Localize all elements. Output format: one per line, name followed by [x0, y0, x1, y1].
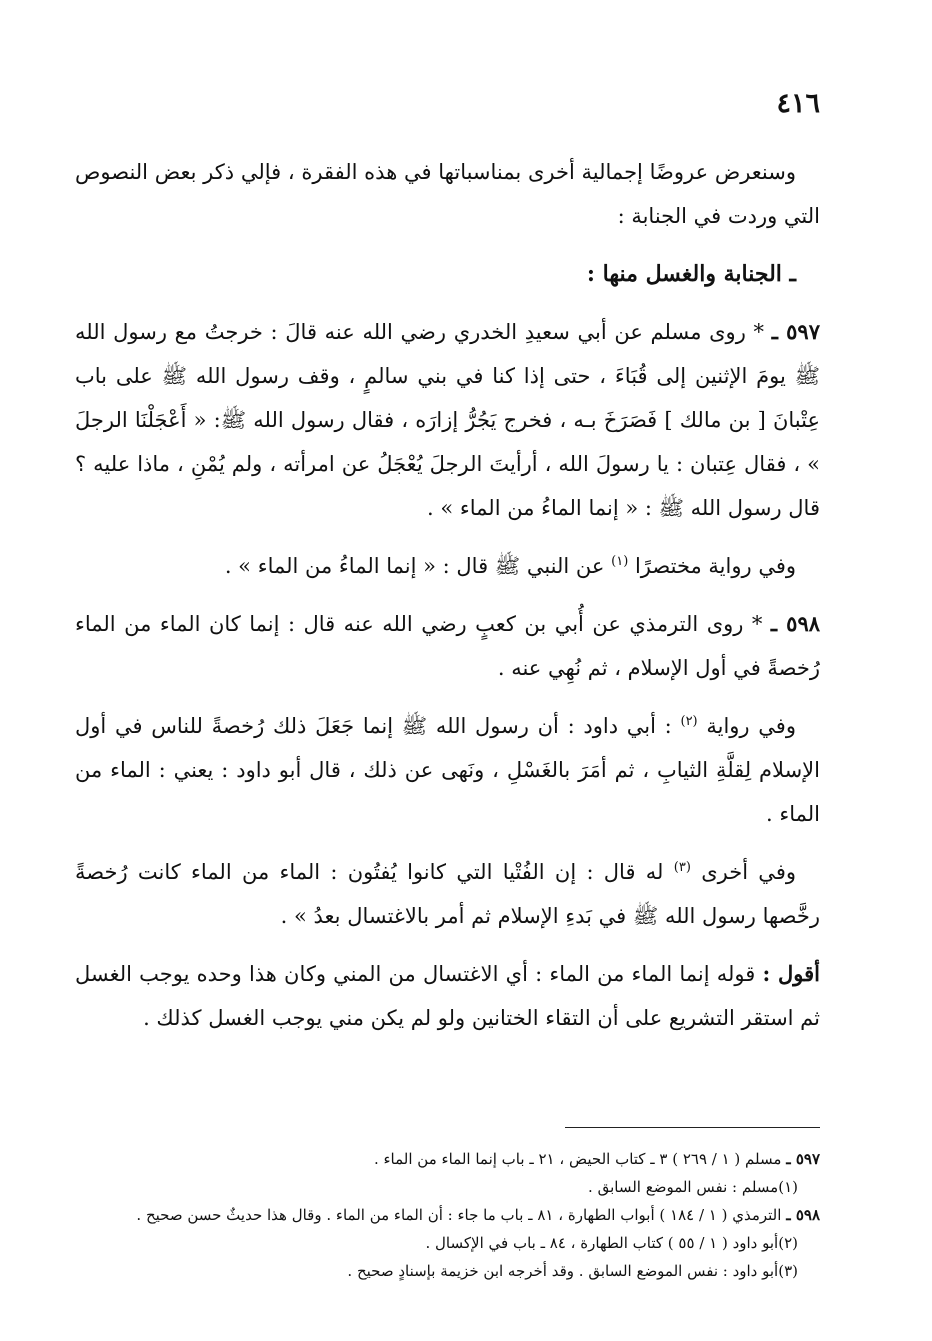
footnote-text: الترمذي ( ١ / ١٨٤ ) أبواب الطهارة ، ٨١ ـ باب ما جاء : أن الماء من الماء . وقال هذا حديثٌ حسن صحيح . [136, 1206, 782, 1224]
hadith-text: * روى الترمذي عن أُبي بن كعبٍ رضي الله عنه قال : إنما كان الماء من الماء رُخصةً في أول الإسلام ، ثم نُهِي عنه . [75, 612, 820, 680]
hadith-text: * روى مسلم عن أبي سعيدِ الخدري رضي الله عنه قالَ : خرجتُ مع رسول الله ﷺ يومَ الإثنين إلى قُبَاءَ ، حتى إذا كنا في بني سالمٍ ، وقف رسول الله ﷺ على باب عِتْبانَ [ بن مالك ] فَصَرَخَ بـه ، فخرج يَجُرُّ إزارَه ، فقال رسول الله ﷺ: « أَعْجَلْنَا الرجلَ » ، فقال عِتبان : يا رسولَ الله ، أرأيتَ الرجلَ يُعْجَلُ عن امرأته ، ولم يُمْنِ ، ماذا عليه ؟ قال رسول الله ﷺ : « إنما الماءُ من الماء » . [75, 320, 820, 520]
variant-3 [75, 850, 820, 938]
comment-lead: أقول : [762, 961, 820, 986]
hadith-number: ٥٩٨ ـ [770, 611, 821, 636]
footnote-divider [565, 1127, 820, 1128]
footnote-1: (١)مسلم : نفس الموضع السابق . [588, 1178, 798, 1196]
footnote-598 [75, 1201, 820, 1229]
footnote-text: مسلم ( ١ / ٢٦٩ ) ٣ ـ كتاب الحيض ، ٢١ ـ باب إنما الماء من الماء . [373, 1150, 782, 1168]
footnote-number: ٥٩٨ ـ [786, 1206, 820, 1224]
section-heading: ـ الجنابة والغسل منها : [586, 261, 796, 287]
variant-text: له قال : إن الفُتْيا التي كانوا يُفتُون : الماء من الماء كانت رُخصةً رخَّصها رسول الله ﷺ في بَدءِ الإسلام ثم أمر بالاغتسال بعدُ » . [75, 860, 820, 928]
variant-lead: وفي أخرى [701, 860, 796, 884]
variant-text: عن النبي ﷺ قال : « إنما الماءُ من الماء » . [224, 554, 605, 578]
footnotes [75, 1145, 820, 1285]
variant-text: : أبي داود : أن رسول الله ﷺ إنما جَعَلَ ذلك رُخصةً للناس في أول الإسلام لِقلَّةِ الثيابِ ، ثم أمَرَ بالغَسْلِ ، ونَهى عن ذلك ، قال أبو داود : يعني : الماء من الماء . [75, 714, 820, 826]
page-number: ٤١٦ [776, 88, 820, 119]
comment-text: قوله إنما الماء من الماء : أي الاغتسال من المني وكان هذا وحده يوجب الغسل ثم استقر التشريع على أن التقاء الختانين ولو لم يكن مني يوجب الغسل كذلك . [75, 962, 820, 1030]
hadith-597 [75, 310, 820, 530]
footnote-ref: (٣) [673, 860, 691, 875]
footnote-ref: (٢) [680, 714, 698, 729]
variant-1 [75, 544, 820, 588]
hadith-598 [75, 602, 820, 690]
main-text [75, 150, 820, 1054]
variant-lead: وفي رواية مختصرًا [634, 554, 796, 578]
footnote-2: (٢)أبو داود ( ١ / ٥٥ ) كتاب الطهارة ، ٨٤ ـ باب في الإكسال . [425, 1234, 798, 1252]
hadith-number: ٥٩٧ ـ [771, 319, 820, 344]
footnote-597 [75, 1145, 820, 1173]
intro-paragraph: وسنعرض عروضًا إجمالية أخرى بمناسباتها في هذه الفقرة ، فإلي ذكر بعض النصوص التي وردت في الجنابة : [75, 160, 820, 228]
author-comment [75, 952, 820, 1040]
footnote-number: ٥٩٧ ـ [786, 1150, 820, 1168]
footnote-3: (٣)أبو داود : نفس الموضع السابق . وقد أخرجه ابن خزيمة بإسنادٍ صحيح . [347, 1262, 798, 1280]
variant-2 [75, 704, 820, 836]
footnote-ref: (١) [611, 554, 629, 569]
variant-lead: وفي رواية [706, 714, 796, 738]
